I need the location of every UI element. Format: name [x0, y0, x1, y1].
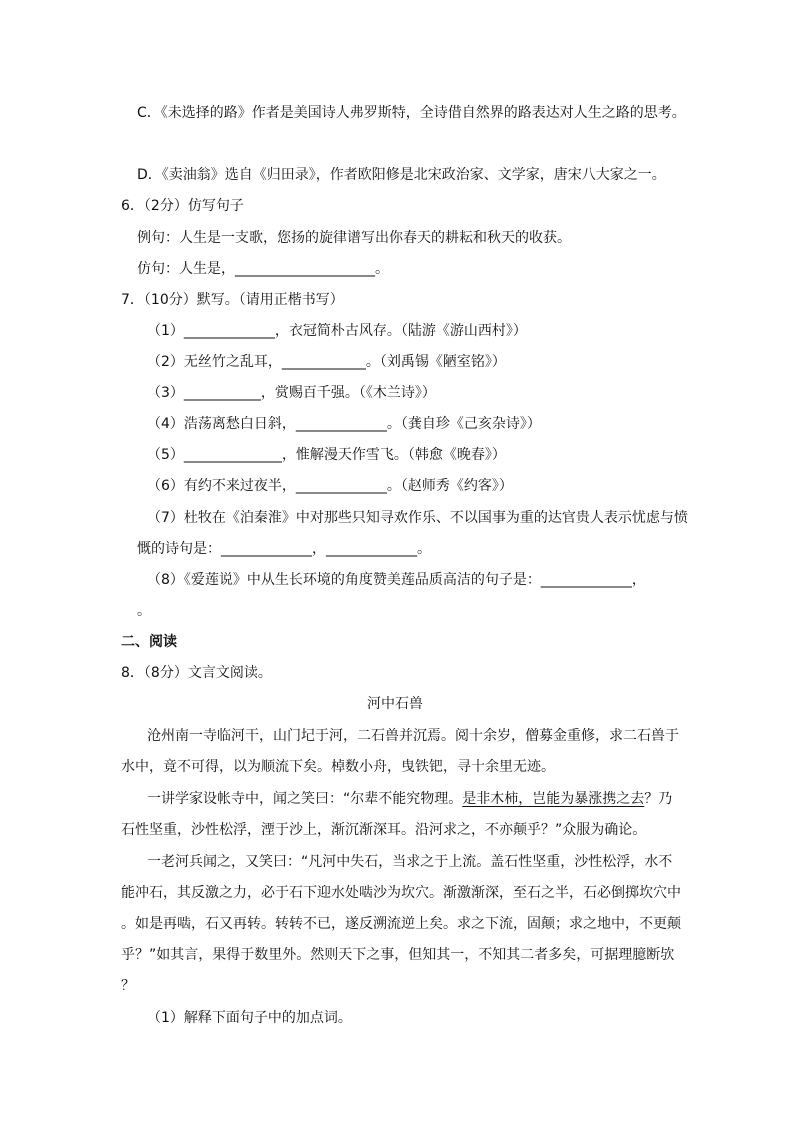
underlined-sentence: 是非木柿，岂能为暴涨携之去: [462, 791, 645, 807]
paragraph-line: 。如是再啮，石又再转。转转不已，遂反溯流逆上矣。求之下流，固颠；求之地中，不更颠: [121, 916, 681, 932]
q7-item: （2）无丝竹之乱耳，____________。（刘禹锡《陋室铭》）: [147, 354, 506, 370]
paragraph-line: 石性坚重，沙性松浮，湮于沙上，渐沉渐深耳。沿河求之，不亦颠乎？”众服为确论。: [121, 822, 647, 838]
text-segment: 一讲学家设帐寺中，闻之笑曰：“尔辈不能究物理。: [147, 791, 463, 807]
paragraph-line: [147, 789, 672, 809]
q7-item: （1）_____________，衣冠简朴古风存。（陆游《游山西村》）: [147, 323, 527, 339]
q7-item: （7）杜牧在《泊秦淮》中对那些只知寻欢作乐、不以国事为重的达官贵人表示忧虑与愤: [147, 510, 688, 526]
q7-item: 慨的诗句是：_____________，_____________。: [137, 541, 431, 557]
paragraph-line: 能冲石，其反激之力，必于石下迎水处啮沙为坎穴。渐激渐深，至石之半，石必倒掷坎穴中: [121, 885, 681, 901]
option-d: D．《卖油翁》选自《归田录》，作者欧阳修是北宋政治家、文学家，唐宋八大家之一。: [137, 167, 666, 183]
paragraph-line: 沧州南一寺临河干，山门圮于河，二石兽并沉焉。阅十余岁，僧募金重修，求二石兽于: [147, 728, 679, 744]
q7-item: （8）《爱莲说》中从生长环境的角度赞美莲品质高洁的句子是：_____________，: [147, 572, 646, 588]
q7-item: （5）______________，惟解漫天作雪飞。（韩愈《晚春》）: [147, 447, 506, 463]
q6-example: 例句：人生是一支歌，您扬的旋律谱写出你春天的耕耘和秋天的收获。: [137, 230, 571, 246]
q7-item: （6）有约不来过夜半，_____________。（赵师秀《约客》）: [147, 478, 513, 494]
paragraph-line: 水中，竟不可得，以为顺流下矣。棹数小舟，曳铁钯，寻十余里无迹。: [121, 759, 555, 775]
section-heading: 二、阅读: [121, 634, 177, 650]
article-title: 河中石兽: [367, 696, 423, 712]
q7-item: 。: [137, 603, 151, 619]
paragraph-line: 乎？”如其言，果得于数里外。然则天下之事，但知其一，不知其二者多矣，可据理臆断欤: [121, 947, 675, 963]
q6-imitate: 仿句：人生是，____________________。: [137, 261, 389, 277]
q7-item: （4）浩荡离愁白日斜，_____________。（龚自珍《己亥杂诗》）: [147, 416, 541, 432]
sub-question: （1）解释下面句子中的加点词。: [147, 1010, 352, 1026]
q8-title: 8．（8分）文言文阅读。: [121, 665, 272, 681]
q7-title: 7．（10分）默写。（请用正楷书写）: [121, 292, 344, 308]
text-segment: ？乃: [644, 791, 673, 807]
option-c: C．《未选择的路》作者是美国诗人弗罗斯特，全诗借自然界的路表达对人生之路的思考。: [137, 105, 686, 121]
q7-item: （3）___________，赏赐百千强。（《木兰诗》）: [147, 385, 436, 401]
paragraph-line: ？: [121, 978, 135, 994]
paragraph-line: 一老河兵闻之，又笑曰：“凡河中失石，当求之于上流。盖石性坚重，沙性松浮，水不: [147, 854, 673, 870]
q6-title: 6．（2分）仿写句子: [121, 198, 244, 214]
